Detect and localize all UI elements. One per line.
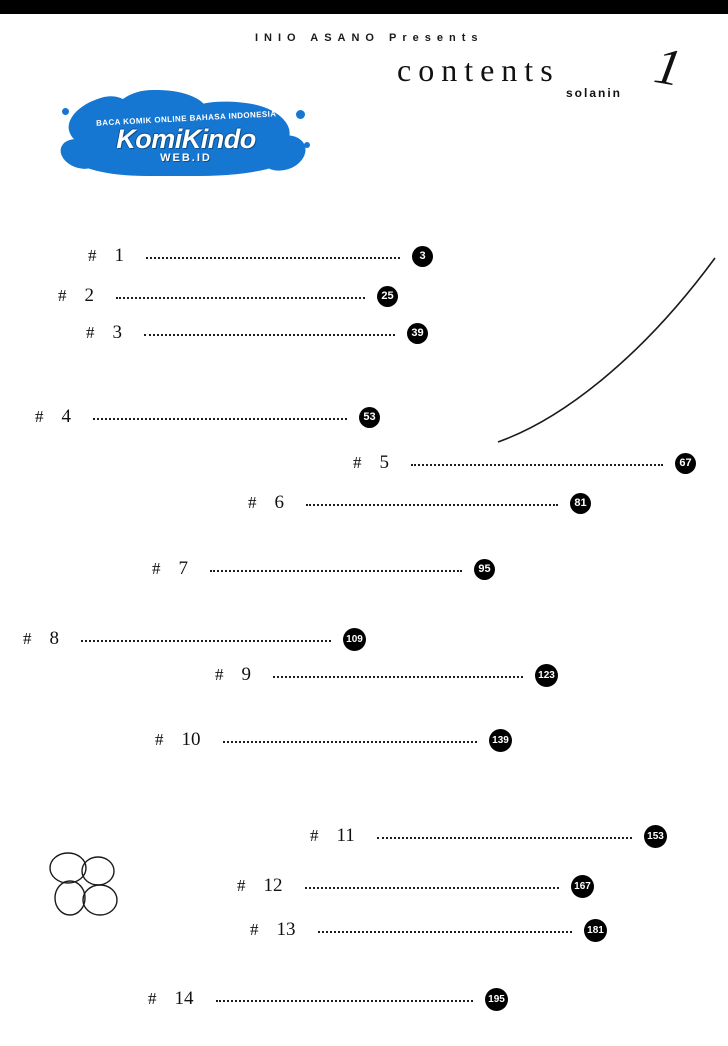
toc-entry[interactable] (148, 986, 508, 1012)
komikindo-watermark-logo (60, 88, 308, 188)
chapter-hash-symbol: # (353, 453, 362, 472)
toc-entry[interactable] (58, 283, 398, 309)
watermark-domain: WEB.ID (160, 152, 212, 164)
page-number-badge: 95 (474, 559, 495, 580)
leader-dots (377, 828, 632, 839)
chapter-number: 1 (114, 245, 124, 266)
chapter-number: 5 (379, 452, 389, 473)
chapter-number: 13 (276, 919, 296, 940)
flower-decoration-icon (38, 846, 130, 928)
toc-entry[interactable] (310, 823, 667, 849)
chapter-number: 14 (174, 988, 194, 1009)
chapter-hash-symbol: # (35, 407, 44, 426)
page-title: contents (397, 52, 560, 88)
toc-entry[interactable] (35, 404, 380, 430)
chapter-hash-symbol: # (86, 323, 95, 342)
chapter-hash-symbol: # (215, 665, 224, 684)
page-number-badge: 67 (675, 453, 696, 474)
page-number-badge: 3 (412, 246, 433, 267)
toc-entry[interactable] (215, 662, 558, 688)
toc-entry[interactable] (353, 450, 696, 476)
page-number-badge: 25 (377, 286, 398, 307)
toc-entry[interactable] (88, 243, 433, 269)
volume-number: 1 (650, 37, 686, 98)
chapter-hash-symbol: # (148, 989, 157, 1008)
page-number-badge: 181 (584, 919, 607, 942)
leader-dots (93, 409, 347, 420)
page-number-badge: 167 (571, 875, 594, 898)
chapter-number: 11 (336, 825, 355, 846)
chapter-hash-symbol: # (88, 246, 97, 265)
toc-entry[interactable] (250, 917, 607, 943)
chapter-hash-symbol: # (248, 493, 257, 512)
toc-entry[interactable] (152, 556, 495, 582)
toc-entry[interactable] (248, 490, 591, 516)
chapter-hash-symbol: # (310, 826, 319, 845)
watermark-tagline: BACA KOMIK ONLINE BAHASA INDONESIA (95, 109, 277, 128)
chapter-number: 6 (274, 492, 284, 513)
leader-dots (81, 631, 331, 642)
chapter-hash-symbol: # (58, 286, 67, 305)
series-title: solanin (566, 86, 623, 100)
ink-dot-shape (62, 108, 69, 115)
leader-dots (318, 922, 573, 933)
toc-entry[interactable] (237, 873, 594, 899)
page-number-badge: 81 (570, 493, 591, 514)
leader-dots (305, 878, 560, 889)
watermark-brand (86, 124, 286, 155)
ink-dot-shape (296, 110, 305, 119)
page-number-badge: 109 (343, 628, 366, 651)
toc-entry[interactable] (23, 626, 366, 652)
chapter-number: 12 (263, 875, 283, 896)
chapter-hash-symbol: # (152, 559, 161, 578)
page-number-badge: 139 (489, 729, 512, 752)
leader-dots (210, 561, 462, 572)
chapter-number: 10 (181, 729, 201, 750)
page-number-badge: 39 (407, 323, 428, 344)
chapter-number: 7 (178, 558, 188, 579)
decorative-curve (490, 250, 728, 450)
chapter-hash-symbol: # (155, 730, 164, 749)
leader-dots (306, 495, 558, 506)
leader-dots (411, 455, 663, 466)
chapter-number: 4 (61, 406, 71, 427)
chapter-number: 8 (49, 628, 59, 649)
leader-dots (273, 667, 523, 678)
toc-entry[interactable] (155, 727, 512, 753)
leader-dots (146, 248, 400, 259)
author-presents-line: INIO ASANO Presents (255, 32, 484, 44)
toc-entry[interactable] (86, 320, 428, 346)
leader-dots (144, 325, 395, 336)
leader-dots (116, 288, 365, 299)
chapter-number: 3 (112, 322, 122, 343)
leader-dots (223, 732, 478, 743)
page-number-badge: 153 (644, 825, 667, 848)
chapter-number: 2 (84, 285, 94, 306)
page-number-badge: 53 (359, 407, 380, 428)
leader-dots (216, 991, 474, 1002)
page-top-border (0, 0, 728, 14)
page-number-badge: 123 (535, 664, 558, 687)
chapter-number: 9 (241, 664, 251, 685)
chapter-hash-symbol: # (250, 920, 259, 939)
watermark-brand-text: KomiKindo (116, 124, 256, 154)
chapter-hash-symbol: # (23, 629, 32, 648)
chapter-hash-symbol: # (237, 876, 246, 895)
ink-dot-shape (304, 142, 310, 148)
page-number-badge: 195 (485, 988, 508, 1011)
